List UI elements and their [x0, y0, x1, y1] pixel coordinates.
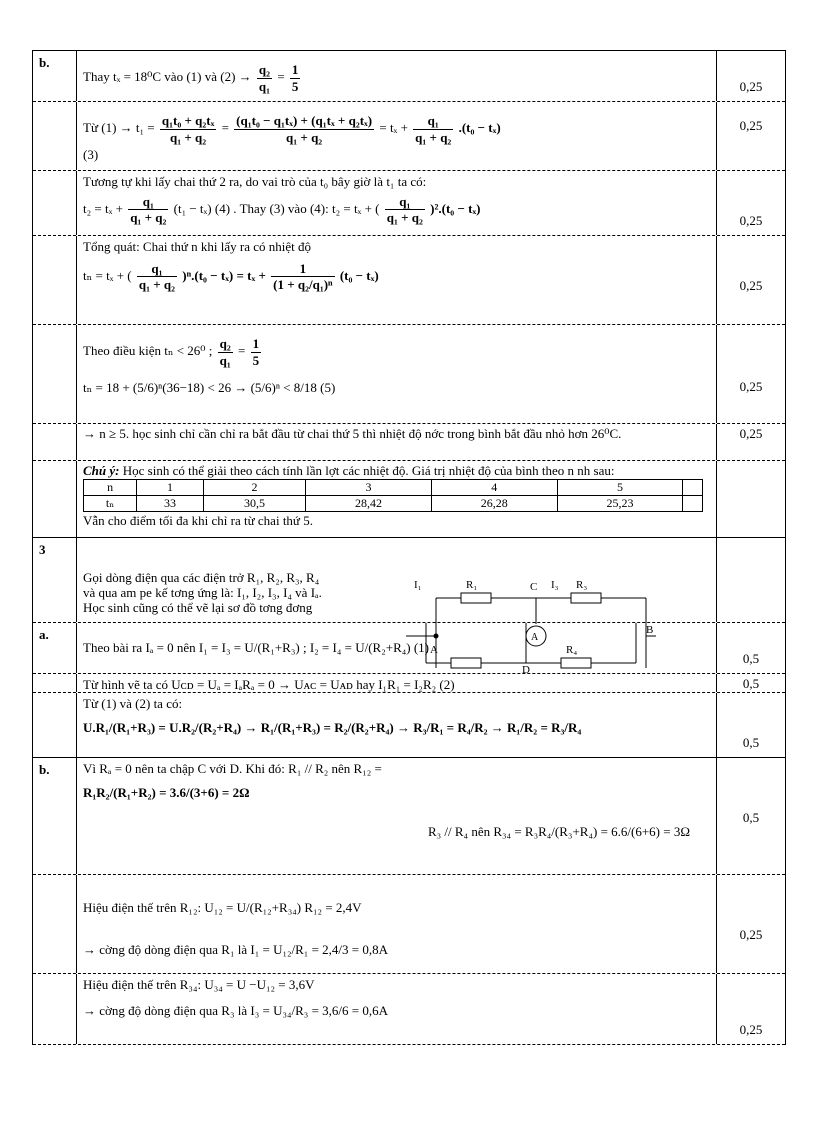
svg-text:A: A: [531, 632, 539, 643]
svg-text:I₃: I₃: [551, 579, 559, 591]
svg-text:C: C: [530, 581, 538, 593]
svg-text:R₄: R₄: [566, 644, 578, 656]
circuit-diagram-lower: [396, 623, 656, 673]
table-row: a. Theo bài ra Iₐ = 0 nên I₁ = I₃ = U/(R₁+R₃) ; I₂ = I₄ = U/(R₂+R₄) (1) R₄ D B 0,5: [33, 623, 785, 674]
table-row: Chú ý: Học sinh có thể giải theo cách tính lần lợt các nhiệt độ. Giá trị nhiệt độ của bình theo n nh sau: n 1 2 3 4 5 tₙ 33 30,5 28,42 26,28 25,23 Vẫn cho điểm tối đa khi chỉ ra từ chai thứ 5.: [33, 461, 785, 538]
table-row: Theo điều kiện tₙ < 26⁰ ; $\frac{\text{q₂}}{\text{q₁}}$ = $\frac{1}{5}$ tₙ = 18 + (5/6)ⁿ(36−18) < 26 → (5/6)ⁿ < 8/18 (5) 0,25: [33, 325, 785, 424]
svg-text:A: A: [430, 644, 438, 656]
table-row: Từ hình vẽ ta có Uᴄᴅ = Uₐ = IₐRₐ = 0 → Uᴀᴄ = Uᴀᴅ hay I₁R₁ = I₂R₂ (2) 0,5: [33, 674, 785, 693]
table-row: Hiệu điện thế trên R₃₄: U₃₄ = U −U₁₂ = 3,6V → cờng độ dòng điện qua R₃ là I₃ = U₃₄/R₃ = 3,6/6 = 0,6A 0,25: [33, 974, 785, 1045]
svg-text:B: B: [646, 624, 654, 636]
table-row: Hiệu điện thế trên R₁₂: U₁₂ = U/(R₁₂+R₃₄) R₁₂ = 2,4V → cờng độ dòng điện qua R₁ là I₁ = U₁₂/R₁ = 2,4/3 = 0,8A 0,25: [33, 875, 785, 974]
svg-text:D: D: [522, 664, 530, 673]
row-label: b.: [33, 51, 77, 101]
table-row: Tương tự khi lấy chai thứ 2 ra, do vai trò của t₀ bây giờ là t₁ ta có: t₂ = tₓ + $\frac{\text{q₁}}{\text{q₁ + q₂}}$ (t₁ − tₓ) (4) . Thay (3) vào (4): t₂ = tₓ + ( $\frac{\text{q₁}}{\text{q₁ + q₂}}$ )².(t₀ − tₓ) 0,25: [33, 171, 785, 236]
table-row: 3 Gọi dòng điện qua các điện trở R₁, R₂, R₃, R₄ và qua am pe kế tơng ứng là: I₁, I₂, I₃, I₄ và Iₐ. Học sinh cũng có thể vẽ lại sơ đồ tơng đơng I₁ R₁ C I₃ R₃ A A: [33, 538, 785, 623]
temperature-table: n 1 2 3 4 5 tₙ 33 30,5 28,42 26,28 25,23: [83, 479, 703, 512]
svg-text:R₁: R₁: [466, 579, 478, 591]
table-row: Từ (1) → t₁ = $\frac{\text{q₁t₀ + q₂tₓ}}{\text{q₁ + q₂}}$ = $\frac{\text{(q₁t₀ − q₁tₓ) + (q₁tₓ + q₂tₓ)}}{\text{q₁ + q₂}}$ = tₓ + $\frac{\text{q₁}}{\text{q₁ + q₂}}$ .(t₀ − tₓ) (3) 0,25: [33, 102, 785, 171]
svg-text:R₃: R₃: [576, 579, 588, 591]
answer-sheet: [32, 50, 786, 1045]
table-row: Từ (1) và (2) ta có: U.R₁/(R₁+R₃) = U.R₂/(R₂+R₄) → R₁/(R₁+R₃) = R₂/(R₂+R₄) → R₃/R₁ = R₄/R₂ → R₁/R₂ = R₃/R₄ 0,5: [33, 693, 785, 758]
table-row: b. Vì Rₐ = 0 nên ta chập C với D. Khi đó: R₁ // R₂ nên R₁₂ = R₁R₂/(R₁+R₂) = 3.6/(3+6) = 2Ω R₃ // R₄ nên R₃₄ = R₃R₄/(R₃+R₄) = 6.6/(6+6) = 3Ω 0,5: [33, 758, 785, 875]
fraction: $\frac{\text{q₂}}{\text{q₁}}$: [258, 62, 271, 94]
score: 0,25: [739, 79, 763, 94]
table-row: → n ≥ 5. học sinh chỉ cần chỉ ra bắt đầu từ chai thứ 5 thì nhiệt độ nớc trong bình bắt đầu nhỏ hơn 26⁰C. 0,25: [33, 424, 785, 461]
svg-text:I₁: I₁: [414, 579, 422, 591]
table-row: b. Thay tₓ = 18⁰C vào (1) và (2) → $\frac{\text{q₂}}{\text{q₁}}$ = $\frac{1}{5}$ 0,25: [33, 50, 785, 102]
table-row: Tổng quát: Chai thứ n khi lấy ra có nhiệt độ tₙ = tₓ + ( $\frac{\text{q₁}}{\text{q₁ + q₂}}$ )ⁿ.(t₀ − tₓ) = tₓ + $\frac{1}{\text{(1 + q₂/q₁)ⁿ}}$ (t₀ − tₓ) 0,25: [33, 236, 785, 325]
